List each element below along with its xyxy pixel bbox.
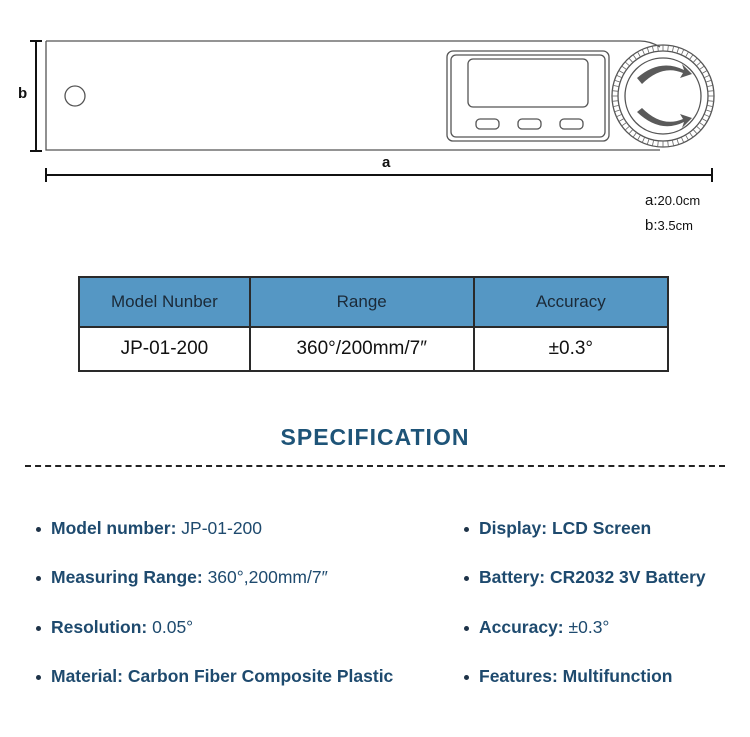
dimension-b-value xyxy=(645,217,693,234)
dial-tick xyxy=(699,66,704,70)
bullet-icon xyxy=(36,626,41,631)
dial-tick xyxy=(633,55,637,60)
spec-item xyxy=(36,617,193,638)
spec-item xyxy=(36,567,328,588)
section-title: SPECIFICATION xyxy=(280,424,470,450)
spec-item xyxy=(464,617,609,638)
dial-tick xyxy=(647,139,649,145)
dim-a-val: 20.0cm xyxy=(657,193,701,208)
spec-item xyxy=(36,518,262,539)
spec-item xyxy=(464,567,706,588)
dial-tick xyxy=(616,75,621,77)
dial-tick xyxy=(612,91,618,92)
dial-tick xyxy=(707,105,713,106)
dial-tick xyxy=(633,132,637,137)
spec-key: Features: Multifunction xyxy=(479,666,673,686)
bullet-icon xyxy=(464,576,469,581)
table-header-range: Range xyxy=(250,277,474,327)
dimension-a-label: a xyxy=(382,154,391,171)
table-cell-accuracy: ±0.3° xyxy=(474,327,668,371)
dial-tick xyxy=(708,91,714,92)
dial-tick xyxy=(689,132,693,137)
spec-value: JP-01-200 xyxy=(176,518,263,538)
spec-item xyxy=(464,518,651,539)
bullet-icon xyxy=(464,626,469,631)
dial-tick xyxy=(693,129,697,133)
dial-tick xyxy=(699,122,704,126)
dial-tick xyxy=(707,85,713,86)
dial-tick xyxy=(681,137,683,142)
dial-tick xyxy=(642,49,644,54)
dial-tick xyxy=(616,114,621,116)
spec-value: 0.05° xyxy=(147,617,194,637)
dial-tick xyxy=(706,110,712,112)
spec-key: Battery: CR2032 3V Battery xyxy=(479,567,706,587)
panel-button-3 xyxy=(560,119,583,129)
dial-tick xyxy=(681,49,683,54)
spec-value: 360°,200mm/7″ xyxy=(202,567,328,587)
dial-tick xyxy=(652,46,653,52)
dial-tick xyxy=(614,110,620,112)
dial-tick xyxy=(613,85,619,86)
dial-tick xyxy=(696,126,700,130)
dial-tick xyxy=(706,80,712,82)
table-header-model: Model Nunber xyxy=(79,277,250,327)
spec-key: Resolution: xyxy=(51,617,148,637)
dial-tick xyxy=(708,101,714,102)
dial-tick xyxy=(677,47,679,53)
table-header-row xyxy=(79,277,668,327)
dial-tick xyxy=(619,71,624,74)
dial-tick xyxy=(658,141,659,147)
lcd-screen xyxy=(468,59,588,107)
dim-b-val: 3.5cm xyxy=(657,218,693,233)
dial-tick xyxy=(647,47,649,53)
dial-tick xyxy=(668,45,669,51)
dim-a-key: a: xyxy=(645,192,658,209)
spec-table xyxy=(78,276,669,372)
table-header-accuracy: Accuracy xyxy=(474,277,668,327)
rotation-arrows-icon xyxy=(637,64,692,128)
dial-tick xyxy=(696,62,700,66)
dial-tick xyxy=(704,75,709,77)
bullet-icon xyxy=(36,675,41,680)
dial-tick xyxy=(613,105,619,106)
dial-tick xyxy=(625,126,629,130)
table-row xyxy=(79,327,668,371)
dashed-divider xyxy=(25,465,725,467)
ruler-drawing xyxy=(0,0,750,240)
table-cell-model: JP-01-200 xyxy=(79,327,250,371)
protractor-dial xyxy=(612,45,714,147)
ruler-body xyxy=(46,41,714,150)
bullet-icon xyxy=(464,675,469,680)
table-cell-range: 360°/200mm/7″ xyxy=(250,327,474,371)
dial-tick xyxy=(638,52,641,57)
dim-b-key: b: xyxy=(645,217,658,234)
spec-item xyxy=(36,666,393,687)
dial-tick xyxy=(625,62,629,66)
dial-tick xyxy=(693,58,697,62)
bullet-icon xyxy=(36,527,41,532)
dial-tick xyxy=(686,52,689,57)
spec-key: Material: Carbon Fiber Composite Plastic xyxy=(51,666,394,686)
dial-tick xyxy=(614,80,620,82)
spec-key: Display: LCD Screen xyxy=(479,518,652,538)
dial-tick xyxy=(629,129,633,133)
bullet-icon xyxy=(464,527,469,532)
panel-button-2 xyxy=(518,119,541,129)
dial-tick xyxy=(677,139,679,145)
lcd-panel xyxy=(447,51,609,141)
dial-tick xyxy=(619,119,624,122)
dial-tick xyxy=(686,135,689,140)
spec-key: Accuracy: xyxy=(479,617,564,637)
dial-tick xyxy=(702,71,707,74)
dial-tick xyxy=(638,135,641,140)
dial-tick xyxy=(629,58,633,62)
bullet-icon xyxy=(36,576,41,581)
dial-tick xyxy=(612,101,618,102)
dial-tick xyxy=(704,114,709,116)
dial-tick xyxy=(622,66,627,70)
spec-key: Model number: xyxy=(51,518,177,538)
dimension-b-label: b xyxy=(18,85,28,102)
dial-tick xyxy=(689,55,693,60)
hang-hole-icon xyxy=(65,86,85,106)
dial-tick xyxy=(622,122,627,126)
panel-button-1 xyxy=(476,119,499,129)
spec-key: Measuring Range: xyxy=(51,567,203,587)
dial-tick xyxy=(668,141,669,147)
spec-value: ±0.3° xyxy=(563,617,610,637)
dimension-a-value xyxy=(645,192,700,209)
dial-tick xyxy=(652,140,653,146)
dial-tick xyxy=(642,137,644,142)
spec-item xyxy=(464,666,672,687)
dial-tick xyxy=(672,140,673,146)
dial-tick xyxy=(672,46,673,52)
dial-tick xyxy=(702,119,707,122)
